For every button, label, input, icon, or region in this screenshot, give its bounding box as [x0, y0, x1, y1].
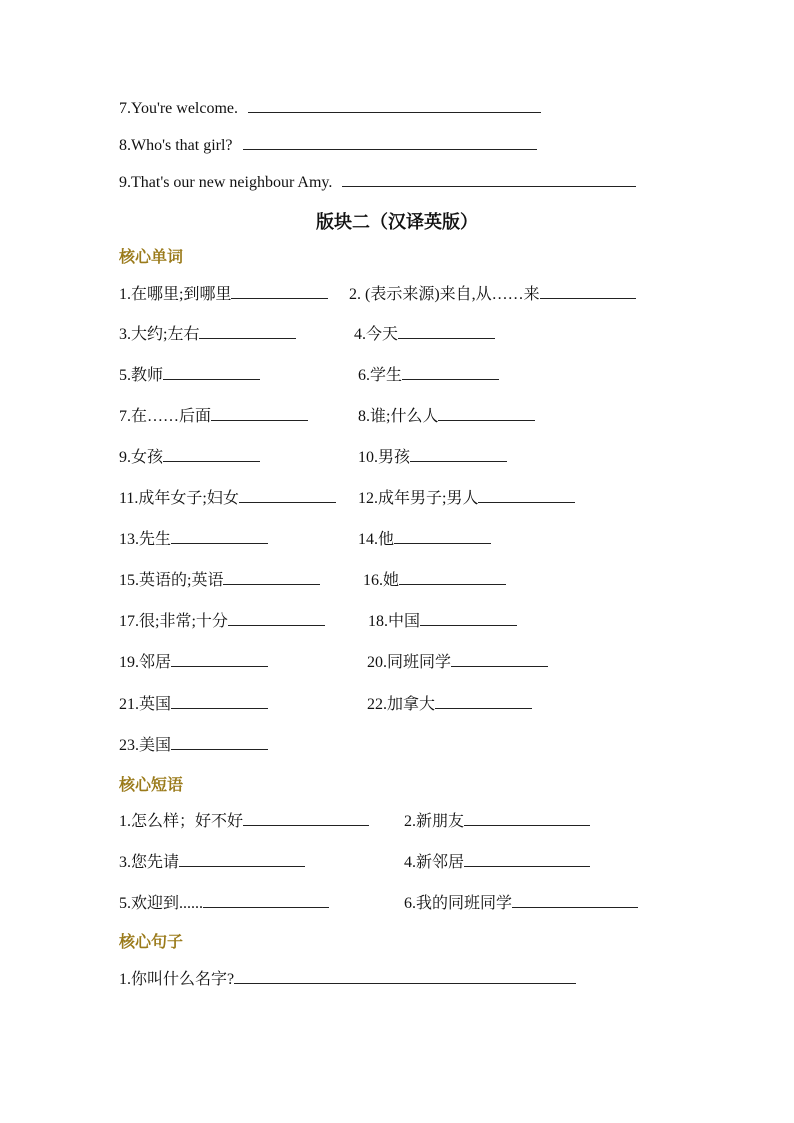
phrase-item-3: 3.您先请 — [119, 851, 305, 873]
word-item-14: 14.他 — [358, 528, 491, 550]
answer-blank[interactable] — [399, 569, 506, 585]
answer-blank[interactable] — [342, 171, 636, 187]
word-item-20: 20.同班同学 — [367, 651, 548, 673]
answer-blank[interactable] — [228, 610, 325, 626]
answer-blank[interactable] — [231, 283, 328, 299]
word-item-7: 7.在……后面 — [119, 405, 308, 427]
word-item-10: 10.男孩 — [358, 446, 507, 468]
answer-blank[interactable] — [211, 405, 308, 421]
word-item-2: 2. (表示来源)来自,从……来 — [349, 283, 636, 305]
answer-blank[interactable] — [163, 364, 260, 380]
answer-blank[interactable] — [420, 610, 517, 626]
answer-blank[interactable] — [239, 487, 336, 503]
answer-blank[interactable] — [402, 364, 499, 380]
word-item-4: 4.今天 — [354, 323, 495, 345]
phrase-item-2: 2.新朋友 — [404, 810, 590, 832]
answer-blank[interactable] — [451, 651, 548, 667]
answer-blank[interactable] — [171, 528, 268, 544]
phrase-item-1: 1.怎么样；好不好 — [119, 810, 369, 832]
core-words-heading: 核心单词 — [119, 247, 184, 266]
word-item-19: 19.邻居 — [119, 651, 268, 673]
word-item-13: 13.先生 — [119, 528, 268, 550]
sentence-text: 9.That's our new neighbour Amy. — [119, 174, 333, 191]
word-item-23: 23.美国 — [119, 734, 268, 756]
answer-blank[interactable] — [394, 528, 491, 544]
answer-blank[interactable] — [171, 651, 268, 667]
answer-blank[interactable] — [179, 851, 305, 867]
answer-blank[interactable] — [243, 134, 537, 150]
sentence-item-1: 1.你叫什么名字? — [119, 968, 576, 990]
sentence-text: 8.Who's that girl? — [119, 137, 233, 154]
answer-blank[interactable] — [478, 487, 575, 503]
word-item-22: 22.加拿大 — [367, 693, 532, 715]
section-title: 版块二（汉译英版） — [316, 212, 478, 233]
phrase-item-5: 5.欢迎到...... — [119, 892, 329, 914]
answer-blank[interactable] — [512, 892, 638, 908]
answer-blank[interactable] — [398, 323, 495, 339]
answer-blank[interactable] — [234, 968, 576, 984]
word-item-15: 15.英语的;英语 — [119, 569, 320, 591]
word-item-5: 5.教师 — [119, 364, 260, 386]
word-item-18: 18.中国 — [368, 610, 517, 632]
answer-blank[interactable] — [199, 323, 296, 339]
word-item-1: 1.在哪里;到哪里 — [119, 283, 328, 305]
sentence-text: 7.You're welcome. — [119, 100, 239, 117]
sentence-7 — [119, 97, 541, 119]
answer-blank[interactable] — [243, 810, 369, 826]
answer-blank[interactable] — [203, 892, 329, 908]
sentence-8 — [119, 134, 537, 156]
answer-blank[interactable] — [464, 851, 590, 867]
core-phrases-heading: 核心短语 — [119, 775, 184, 794]
word-item-11: 11.成年女子;妇女 — [119, 487, 336, 509]
answer-blank[interactable] — [163, 446, 260, 462]
word-item-6: 6.学生 — [358, 364, 499, 386]
answer-blank[interactable] — [438, 405, 535, 421]
word-item-17: 17.很;非常;十分 — [119, 610, 325, 632]
word-item-9: 9.女孩 — [119, 446, 260, 468]
answer-blank[interactable] — [171, 734, 268, 750]
answer-blank[interactable] — [410, 446, 507, 462]
answer-blank[interactable] — [464, 810, 590, 826]
phrase-item-4: 4.新邻居 — [404, 851, 590, 873]
sentence-9 — [119, 171, 636, 193]
core-sentences-heading: 核心句子 — [119, 932, 184, 951]
answer-blank[interactable] — [435, 693, 532, 709]
word-item-16: 16.她 — [363, 569, 506, 591]
answer-blank[interactable] — [248, 97, 541, 113]
word-item-12: 12.成年男子;男人 — [358, 487, 575, 509]
answer-blank[interactable] — [223, 569, 320, 585]
word-item-8: 8.谁;什么人 — [358, 405, 535, 427]
answer-blank[interactable] — [171, 693, 268, 709]
word-item-3: 3.大约;左右 — [119, 323, 296, 345]
phrase-item-6: 6.我的同班同学 — [404, 892, 638, 914]
word-item-21: 21.英国 — [119, 693, 268, 715]
answer-blank[interactable] — [540, 283, 636, 299]
